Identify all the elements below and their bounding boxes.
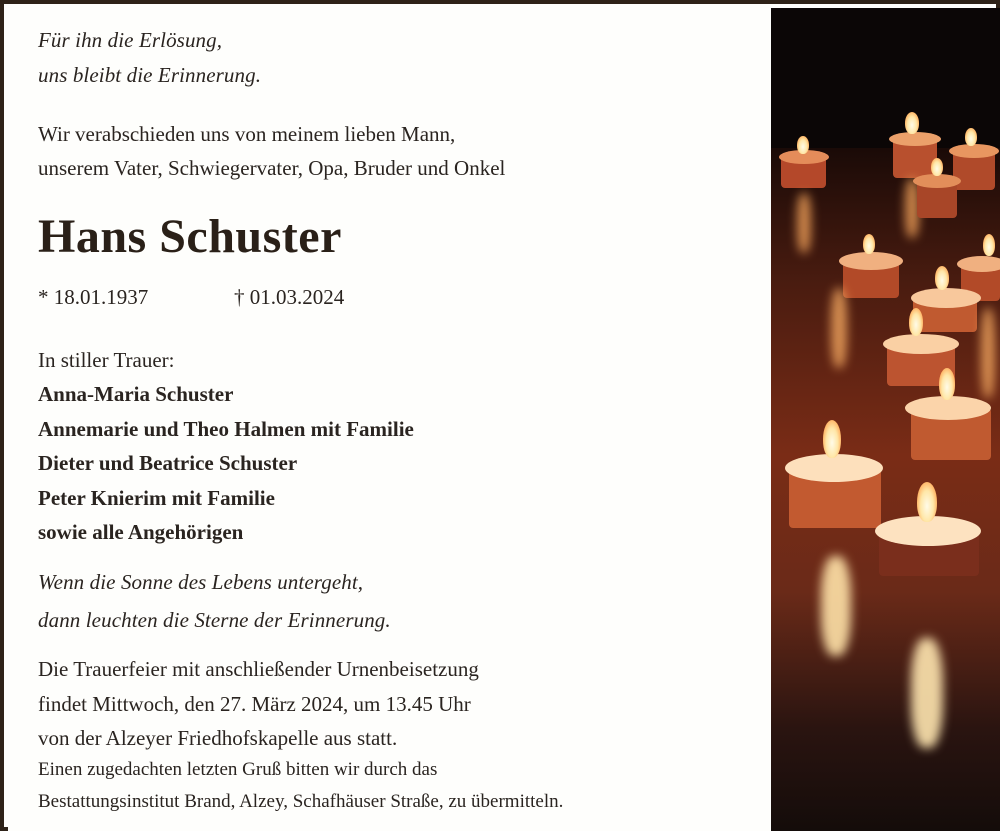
intro-line-2: unserem Vater, Schwiegervater, Opa, Bruder und Onkel xyxy=(38,156,506,180)
mourner-item: Anna-Maria Schuster xyxy=(38,382,234,406)
reflection xyxy=(821,556,851,656)
flame-icon xyxy=(965,128,977,146)
flame-icon xyxy=(909,308,923,336)
greeting-line-1: Einen zugedachten letzten Gruß bitten wir durch das xyxy=(38,759,438,780)
candle-top xyxy=(911,288,981,308)
motto-line-1: Für ihn die Erlösung, xyxy=(38,28,223,52)
flame-icon xyxy=(797,136,809,154)
birth-date: * 18.01.1937 xyxy=(38,285,149,309)
deceased-name: Hans Schuster xyxy=(38,210,342,263)
candle-top xyxy=(839,252,903,270)
candle-top xyxy=(883,334,959,354)
candle-top xyxy=(957,256,1000,272)
flame-icon xyxy=(863,234,875,254)
candle-top xyxy=(785,454,883,482)
mourning-label: In stiller Trauer: xyxy=(38,348,175,372)
mourner-item: Peter Knierim mit Familie xyxy=(38,486,275,510)
candle-top xyxy=(889,132,941,146)
intro-line-1: Wir verabschieden uns von meinem lieben Mann, xyxy=(38,122,456,146)
ceremony-line-1: Die Trauerfeier mit anschließender Urnenbeisetzung xyxy=(38,657,479,681)
quote-line-1: Wenn die Sonne des Lebens untergeht, xyxy=(38,570,364,594)
flame-icon xyxy=(935,266,949,290)
candle-top xyxy=(913,174,961,188)
mourner-item: Annemarie und Theo Halmen mit Familie xyxy=(38,417,414,441)
mourner-item: Dieter und Beatrice Schuster xyxy=(38,451,298,475)
flame-icon xyxy=(905,112,919,134)
ceremony-line-2: findet Mittwoch, den 27. März 2024, um 13.45 Uhr xyxy=(38,692,471,716)
quote-line-2: dann leuchten die Sterne der Erinnerung. xyxy=(38,608,391,632)
ceremony-line-3: von der Alzeyer Friedhofskapelle aus statt. xyxy=(38,726,398,750)
reflection xyxy=(831,288,847,368)
motto-line-2: uns bleibt die Erinnerung. xyxy=(38,63,262,87)
candle-top xyxy=(949,144,999,158)
flame-icon xyxy=(823,420,841,458)
mourner-item: sowie alle Angehörigen xyxy=(38,520,244,544)
flame-icon xyxy=(983,234,995,256)
flame-icon xyxy=(939,368,955,400)
reflection xyxy=(981,308,995,398)
reflection xyxy=(797,193,811,253)
reflection xyxy=(911,638,943,748)
death-date: † 01.03.2024 xyxy=(234,285,345,309)
candles-photo xyxy=(771,8,1000,831)
greeting-line-2: Bestattungsinstitut Brand, Alzey, Schafhäuser Straße, zu übermitteln. xyxy=(38,791,564,812)
flame-icon xyxy=(931,158,943,176)
obituary-text-column xyxy=(8,8,771,831)
flame-icon xyxy=(917,482,937,522)
